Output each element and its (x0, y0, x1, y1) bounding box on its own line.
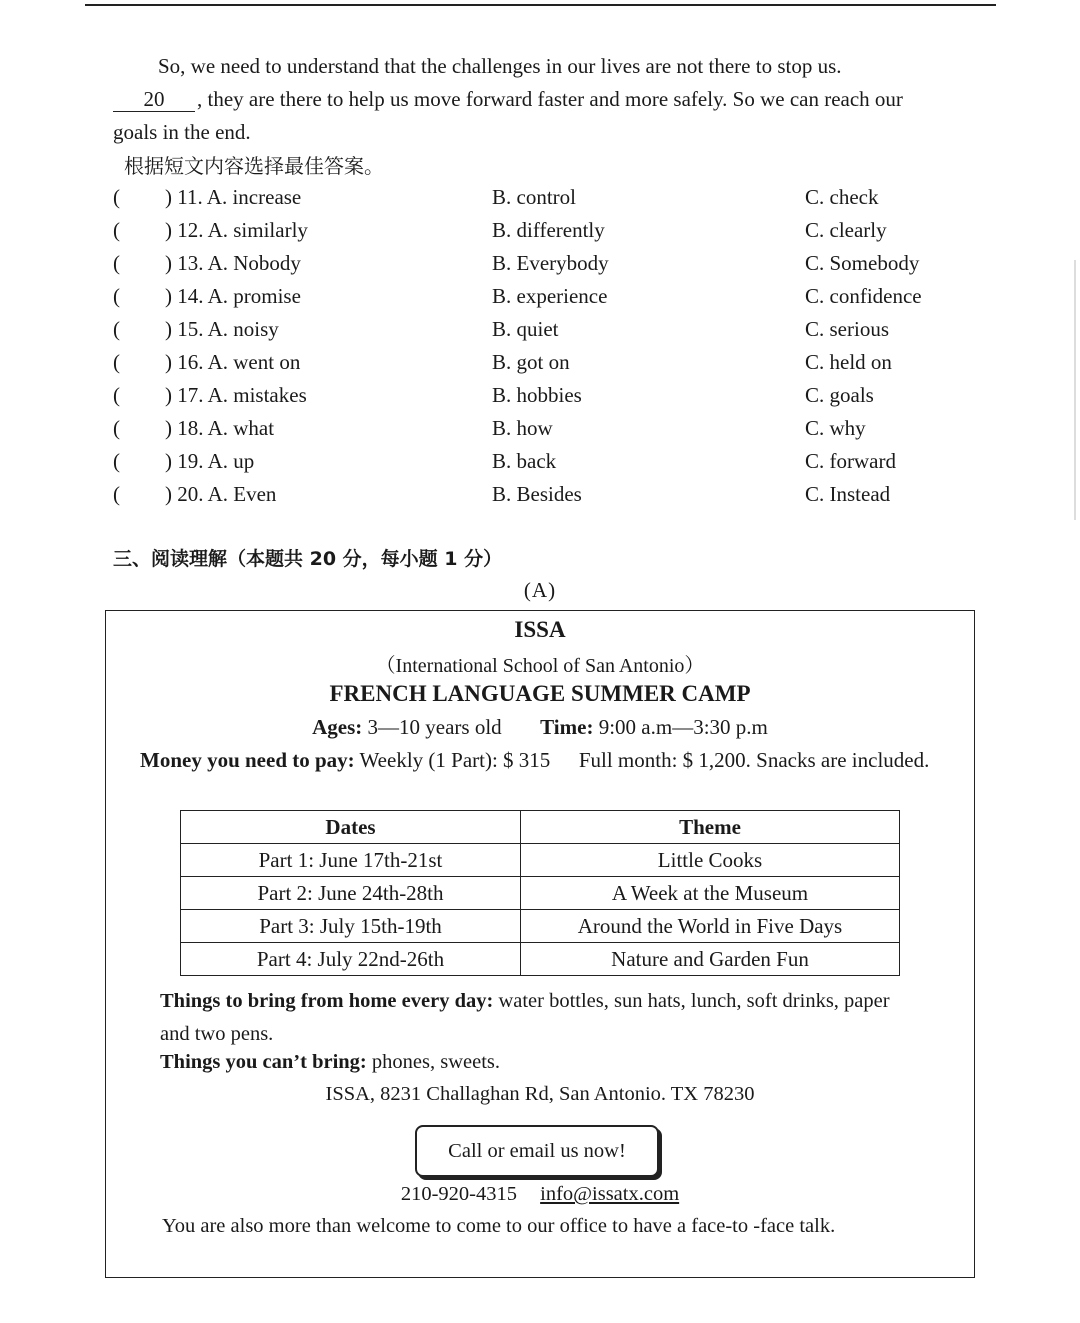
option-c: C. Instead (805, 482, 891, 506)
answer-paren[interactable]: ( (113, 416, 120, 440)
option-a: ) 16. A. went on (165, 350, 301, 374)
money-line (140, 748, 929, 773)
header-theme: Theme (521, 811, 900, 844)
camp-advertisement (105, 610, 975, 1278)
option-c: C. forward (805, 449, 896, 473)
cant-bring-line (160, 1051, 500, 1074)
section-label: (A) (523, 578, 557, 602)
option-c: C. why (805, 416, 866, 440)
time-label: Time: (540, 715, 594, 739)
question-row (113, 346, 983, 379)
instruction: 根据短文内容选择最佳答案。 (124, 154, 384, 178)
question-row (113, 247, 983, 280)
option-a: ) 14. A. promise (165, 284, 301, 308)
ad-subtitle: （International School of San Antonio） (375, 655, 705, 677)
date-cell: Part 1: June 17th-21st (181, 844, 521, 877)
bring-label: Things to bring from home every day: (160, 990, 494, 1012)
option-b: B. control (492, 185, 576, 209)
theme-cell: Nature and Garden Fun (521, 943, 900, 976)
option-a: ) 13. A. Nobody (165, 251, 301, 275)
theme-cell: A Week at the Museum (521, 877, 900, 910)
option-a: ) 18. A. what (165, 416, 275, 440)
call-email-button[interactable]: Call or email us now! (415, 1125, 659, 1177)
option-c: C. goals (805, 383, 874, 407)
top-rule (85, 4, 996, 6)
option-a: ) 17. A. mistakes (165, 383, 307, 407)
date-cell: Part 3: July 15th-19th (181, 910, 521, 943)
option-a: ) 12. A. similarly (165, 218, 308, 242)
email-link[interactable]: info@issatx.com (540, 1183, 680, 1205)
passage-line-2-text: , they are there to help us move forward faster and more safely. So we can reach our (197, 87, 903, 111)
question-row (113, 181, 983, 214)
option-b: B. quiet (492, 317, 559, 341)
answer-paren[interactable]: ( (113, 218, 120, 242)
ad-title: ISSA (514, 617, 566, 642)
money-label: Money you need to pay: (140, 748, 355, 772)
answer-paren[interactable]: ( (113, 350, 120, 374)
schedule-table (180, 810, 900, 976)
option-a: ) 11. A. increase (165, 185, 302, 209)
scrollbar[interactable] (1074, 260, 1076, 520)
option-c: C. serious (805, 317, 889, 341)
answer-paren[interactable]: ( (113, 317, 120, 341)
header-dates: Dates (181, 811, 521, 844)
table-row (181, 844, 900, 877)
camp-name: FRENCH LANGUAGE SUMMER CAMP (329, 681, 751, 706)
option-c: C. Somebody (805, 251, 920, 275)
answer-paren[interactable]: ( (113, 284, 120, 308)
table-row (181, 910, 900, 943)
date-cell: Part 4: July 22nd-26th (181, 943, 521, 976)
ages-label: Ages: (312, 715, 363, 739)
blank-20: 20 (113, 87, 195, 112)
time-value: 9:00 a.m—3:30 p.m (598, 715, 768, 739)
option-b: B. how (492, 416, 553, 440)
option-b: B. differently (492, 218, 605, 242)
answer-paren[interactable]: ( (113, 449, 120, 473)
passage-line-2 (113, 83, 973, 116)
question-list (113, 181, 983, 511)
question-row (113, 379, 983, 412)
option-b: B. Everybody (492, 251, 609, 275)
passage-line-3: goals in the end. (113, 120, 251, 144)
question-row (113, 214, 983, 247)
answer-paren[interactable]: ( (113, 482, 120, 506)
question-row (113, 313, 983, 346)
passage-paragraph (113, 50, 973, 149)
cant-label: Things you can’t bring: (160, 1051, 367, 1073)
option-b: B. hobbies (492, 383, 582, 407)
contact-line (106, 1183, 974, 1206)
option-b: B. got on (492, 350, 570, 374)
option-c: C. clearly (805, 218, 887, 242)
welcome-text: You are also more than welcome to come to our office to have a face-to -face talk. (162, 1215, 836, 1237)
theme-cell: Little Cooks (521, 844, 900, 877)
option-c: C. confidence (805, 284, 922, 308)
answer-paren[interactable]: ( (113, 185, 120, 209)
bring-value: water bottles, sun hats, lunch, soft drinks, paper and two pens. (160, 990, 890, 1045)
theme-cell: Around the World in Five Days (521, 910, 900, 943)
question-row (113, 445, 983, 478)
table-header-row (181, 811, 900, 844)
question-row (113, 412, 983, 445)
option-b: B. experience (492, 284, 608, 308)
table-row (181, 877, 900, 910)
section-heading: 三、阅读理解（本题共 20 分，每小题 1 分） (113, 548, 503, 570)
option-a: ) 15. A. noisy (165, 317, 279, 341)
bring-line (160, 985, 920, 1051)
table-row (181, 943, 900, 976)
answer-paren[interactable]: ( (113, 383, 120, 407)
phone-number[interactable]: 210-920-4315 (400, 1183, 517, 1205)
money-month: Full month: $ 1,200. Snacks are included. (578, 748, 930, 772)
date-cell: Part 2: June 24th-28th (181, 877, 521, 910)
option-a: ) 19. A. up (165, 449, 255, 473)
option-b: B. Besides (492, 482, 582, 506)
ages-value: 3—10 years old (367, 715, 502, 739)
option-c: C. check (805, 185, 879, 209)
question-row (113, 478, 983, 511)
money-weekly: Weekly (1 Part): $ 315 (359, 748, 551, 772)
passage-line-1: So, we need to understand that the challenges in our lives are not there to stop us. (158, 54, 842, 78)
option-c: C. held on (805, 350, 892, 374)
answer-paren[interactable]: ( (113, 251, 120, 275)
address: ISSA, 8231 Challaghan Rd, San Antonio. TX 78230 (325, 1083, 755, 1105)
cant-value: phones, sweets. (371, 1051, 500, 1073)
question-row (113, 280, 983, 313)
ages-time-line (106, 715, 974, 740)
option-b: B. back (492, 449, 557, 473)
option-a: ) 20. A. Even (165, 482, 277, 506)
